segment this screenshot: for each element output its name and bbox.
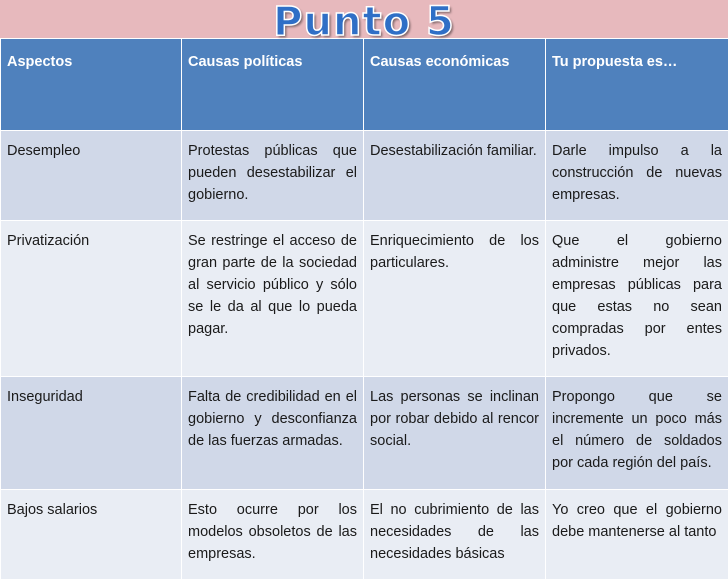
- cell-propuesta: Darle impulso a la construcción de nuevas empresas.: [546, 131, 728, 221]
- table-header-row: [1, 39, 728, 131]
- header-propuesta: Tu propuesta es…: [546, 39, 728, 131]
- cell-aspecto: Inseguridad: [1, 377, 182, 490]
- cell-propuesta: Propongo que se incremente un poco más el número de soldados por cada región del país.: [546, 377, 728, 490]
- cell-economicas: Las personas se inclinan por robar debido al rencor social.: [364, 377, 546, 490]
- comparison-table: [0, 38, 728, 580]
- cell-aspecto: Desempleo: [1, 131, 182, 221]
- cell-politicas: Protestas públicas que pueden desestabilizar el gobierno.: [182, 131, 364, 221]
- header-causas-politicas: Causas políticas: [182, 39, 364, 131]
- table-row: [1, 221, 728, 377]
- table-row: [1, 490, 728, 580]
- cell-aspecto: Privatización: [1, 221, 182, 377]
- cell-economicas: Enriquecimiento de los particulares.: [364, 221, 546, 377]
- cell-politicas: Falta de credibilidad en el gobierno y desconfianza de las fuerzas armadas.: [182, 377, 364, 490]
- cell-politicas: Se restringe el acceso de gran parte de la sociedad al servicio público y sólo se le da al que lo pueda pagar.: [182, 221, 364, 377]
- header-aspectos: Aspectos: [1, 39, 182, 131]
- header-causas-economicas: Causas económicas: [364, 39, 546, 131]
- cell-propuesta: Que el gobierno administre mejor las empresas públicas para que estas no sean compradas por entes privados.: [546, 221, 728, 377]
- cell-economicas: Desestabilización familiar.: [364, 131, 546, 221]
- cell-propuesta: Yo creo que el gobierno debe mantenerse al tanto: [546, 490, 728, 580]
- table-row: [1, 131, 728, 221]
- cell-economicas: El no cubrimiento de las necesidades de las necesidades básicas: [364, 490, 546, 580]
- cell-aspecto: Bajos salarios: [1, 490, 182, 580]
- page-title: Punto 5: [0, 0, 728, 44]
- cell-politicas: Esto ocurre por los modelos obsoletos de las empresas.: [182, 490, 364, 580]
- table-row: [1, 377, 728, 490]
